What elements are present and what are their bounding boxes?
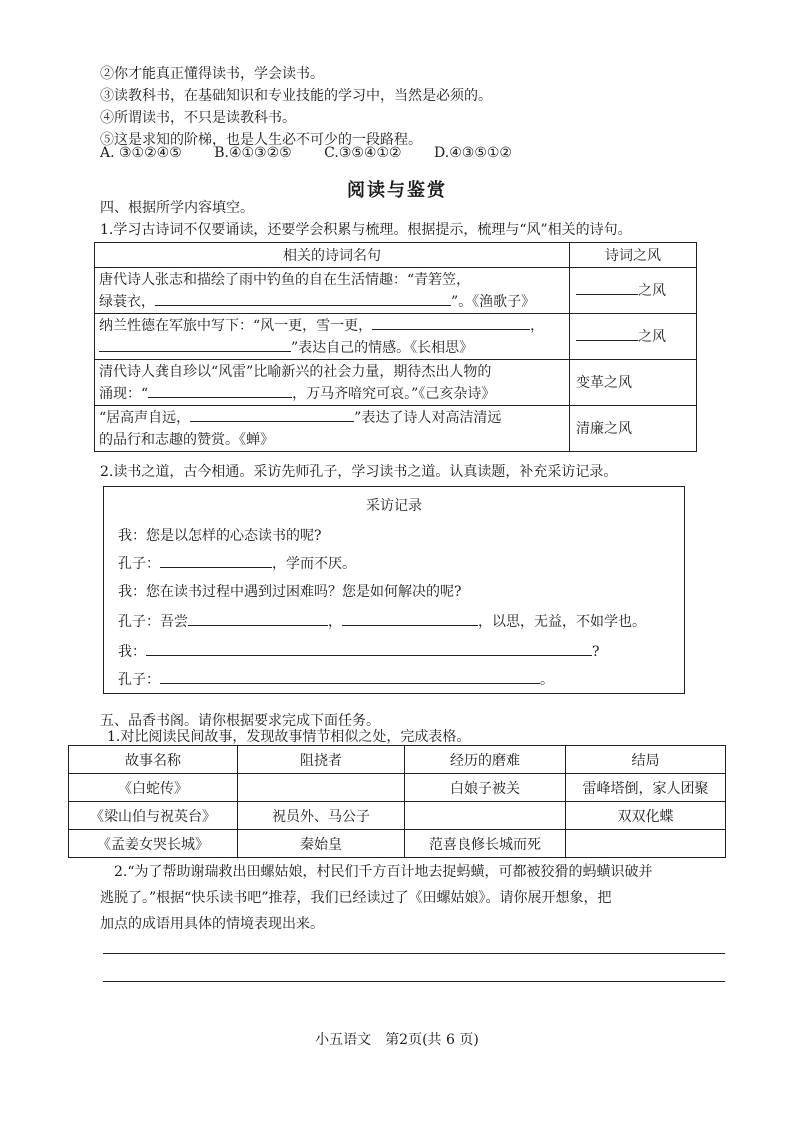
answer-blank[interactable] — [190, 407, 354, 422]
poem-table-header-wind: 诗词之风 — [570, 243, 697, 268]
answer-blank[interactable] — [99, 337, 291, 352]
poem-row-3: 清代诗人龚自珍以“风雷”比喻新兴的社会力量，期待杰出人物的 涌现：“ ，万马齐喑究可哀。”《己亥杂诗》 — [95, 360, 570, 406]
intro-line-2: ②你才能真正懂得读书，学会读书。 — [100, 66, 324, 82]
answer-options — [100, 143, 540, 163]
answer-line-2[interactable] — [103, 981, 725, 982]
poem-table — [94, 242, 697, 452]
section4-q1: 1.学习古诗词不仅要诵读，还要学会积累与梳理。根据提示，梳理与“风”相关的诗句。 — [100, 222, 632, 238]
answer-blank[interactable] — [146, 641, 592, 656]
story-table — [68, 745, 726, 858]
intro-line-5: ⑤这是求知的阶梯，也是人生必不可少的一段路程。 — [100, 132, 422, 148]
page-footer: 小五语文 第2页(共 6 页) — [315, 1032, 479, 1048]
interview-line-4: 孔子：吾尝 ， ，以思，无益，不如学也。 — [118, 611, 646, 631]
section-title: 阅读与鉴赏 — [347, 180, 447, 201]
answer-blank[interactable] — [155, 291, 451, 306]
option-b: B.④①③②⑤ — [214, 145, 292, 161]
answer-blank[interactable] — [188, 611, 328, 626]
wind-cell-1: 之风 — [570, 268, 697, 314]
answer-blank[interactable] — [372, 315, 530, 330]
section4-heading: 四、根据所学内容填空。 — [100, 200, 254, 216]
answer-blank[interactable] — [160, 669, 540, 684]
intro-line-3: ③读教科书，在基础知识和专业技能的学习中，当然是必须的。 — [100, 88, 492, 104]
option-a: A. ③①②④⑤ — [100, 145, 182, 161]
answer-blank[interactable] — [160, 553, 272, 568]
section4-q2: 2.读书之道，古今相通。采访先师孔子，学习读书之道。认真读题，补充采访记录。 — [100, 464, 618, 480]
story-header-name: 故事名称 — [69, 746, 238, 774]
section5-q2-line2: 逃脱了。”根据“快乐读书吧”推荐，我们已经读过了《田螺姑娘》。请你展开想象，把 — [100, 890, 612, 906]
interview-line-1: 我：您是以怎样的心态读书的呢? — [118, 528, 322, 544]
answer-blank[interactable] — [148, 383, 292, 398]
story-header-hardship: 经历的磨难 — [405, 746, 566, 774]
answer-cell[interactable] — [238, 774, 405, 802]
section5-heading: 五、品香书阁。请你根据要求完成下面任务。 — [100, 713, 380, 729]
answer-line-1[interactable] — [103, 953, 725, 954]
section5-q2-line1: 2.“为了帮助谢瑞救出田螺姑娘，村民们千方百计地去捉蚂蟥，可都被狡猾的蚂蟥识破并 — [114, 864, 653, 880]
poem-row-2: 纳兰性德在军旅中写下：“风一更，雪一更， ， ”表达自己的情感。《长相思》 — [95, 314, 570, 360]
interview-line-3: 我：您在读书过程中遇到过困难吗？您是如何解决的呢? — [118, 584, 462, 600]
interview-title: 采访记录 — [366, 498, 422, 514]
option-d: D.④③⑤①② — [434, 145, 512, 161]
wind-cell-4: 清廉之风 — [570, 406, 697, 452]
interview-line-6: 孔子： 。 — [118, 669, 554, 689]
story-row: 《白蛇传》 白娘子被关 雷峰塔倒，家人团聚 — [69, 774, 726, 802]
option-c: C.③⑤④①② — [324, 145, 402, 161]
answer-blank[interactable] — [342, 611, 478, 626]
story-header-obstructor: 阻挠者 — [238, 746, 405, 774]
section5-q2-line3: 加点的成语用具体的情境表现出来。 — [100, 916, 324, 932]
wind-cell-2: 之风 — [570, 314, 697, 360]
story-header-ending: 结局 — [566, 746, 726, 774]
poem-row-4: “居高声自远， ”表达了诗人对高洁清远 的品行和志趣的赞赏。《蝉》 — [95, 406, 570, 452]
story-row: 《孟姜女哭长城》 秦始皇 范喜良修长城而死 — [69, 830, 726, 858]
interview-line-5: 我： ? — [118, 641, 600, 661]
interview-record-box — [103, 486, 685, 694]
wind-cell-3: 变革之风 — [570, 360, 697, 406]
section5-q1: 1.对比阅读民间故事，发现故事情节相似之处，完成表格。 — [107, 729, 471, 745]
interview-line-2: 孔子： ，学而不厌。 — [118, 553, 356, 573]
answer-blank[interactable] — [576, 280, 638, 295]
intro-line-4: ④所谓读书，不只是读教科书。 — [100, 110, 296, 126]
answer-cell[interactable] — [566, 830, 726, 858]
poem-row-1: 唐代诗人张志和描绘了雨中钓鱼的自在生活情趣：“青箬笠， 绿蓑衣， ”。《渔歌子》 — [95, 268, 570, 314]
answer-cell[interactable] — [405, 802, 566, 830]
poem-table-header-verse: 相关的诗词名句 — [95, 243, 570, 268]
story-row: 《梁山伯与祝英台》 祝员外、马公子 双双化蝶 — [69, 802, 726, 830]
answer-blank[interactable] — [576, 326, 638, 341]
